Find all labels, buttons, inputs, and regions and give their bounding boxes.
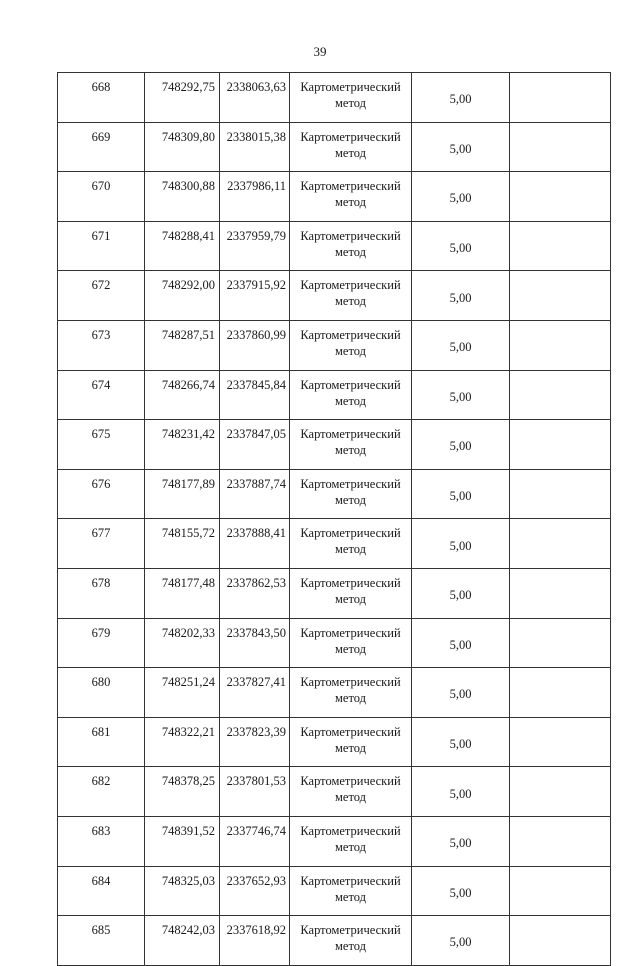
y-coordinate-cell: 2337847,05 (220, 420, 290, 470)
method-cell (290, 221, 412, 271)
x-coordinate-cell: 748391,52 (145, 816, 220, 866)
x-coordinate-cell: 748251,24 (145, 668, 220, 718)
method-line-2: метод (334, 393, 366, 408)
method-line-2: метод (334, 294, 366, 309)
note-cell (510, 320, 611, 370)
method-line-2: метод (334, 740, 366, 755)
note-cell (510, 172, 611, 222)
method-line-2: метод (334, 195, 366, 210)
table-row (58, 320, 611, 370)
x-coordinate-cell: 748300,88 (145, 172, 220, 222)
method-line-1: Картометрический (300, 427, 401, 442)
x-coordinate-cell: 748242,03 (145, 916, 220, 966)
point-number-cell: 669 (58, 122, 145, 172)
point-number-cell: 672 (58, 271, 145, 321)
method-line-1: Картометрический (300, 228, 401, 243)
point-number-cell: 673 (58, 320, 145, 370)
method-cell (290, 519, 412, 569)
x-coordinate-cell: 748266,74 (145, 370, 220, 420)
point-number-cell: 685 (58, 916, 145, 966)
y-coordinate-cell: 2337746,74 (220, 816, 290, 866)
error-cell: 5,00 (412, 568, 510, 618)
point-number-cell: 679 (58, 618, 145, 668)
method-line-1: Картометрический (300, 327, 401, 342)
method-line-2: метод (334, 492, 366, 507)
x-coordinate-cell: 748231,42 (145, 420, 220, 470)
method-line-2: метод (334, 939, 366, 954)
error-cell: 5,00 (412, 866, 510, 916)
y-coordinate-cell: 2337862,53 (220, 568, 290, 618)
note-cell (510, 469, 611, 519)
method-line-1: Картометрический (300, 774, 401, 789)
table-row (58, 568, 611, 618)
table-row (58, 122, 611, 172)
note-cell (510, 221, 611, 271)
table-row (58, 717, 611, 767)
table-row (58, 866, 611, 916)
method-line-1: Картометрический (300, 476, 401, 491)
method-line-1: Картометрический (300, 80, 401, 94)
table-row (58, 221, 611, 271)
y-coordinate-cell: 2337801,53 (220, 767, 290, 817)
table-row (58, 816, 611, 866)
x-coordinate-cell: 748177,48 (145, 568, 220, 618)
table-body (58, 73, 611, 966)
note-cell (510, 916, 611, 966)
y-coordinate-cell: 2337888,41 (220, 519, 290, 569)
table-row (58, 370, 611, 420)
method-cell (290, 866, 412, 916)
error-cell: 5,00 (412, 916, 510, 966)
note-cell (510, 519, 611, 569)
y-coordinate-cell: 2337959,79 (220, 221, 290, 271)
point-number-cell: 683 (58, 816, 145, 866)
x-coordinate-cell: 748155,72 (145, 519, 220, 569)
method-line-2: метод (334, 839, 366, 854)
method-cell (290, 767, 412, 817)
note-cell (510, 668, 611, 718)
method-cell (290, 420, 412, 470)
y-coordinate-cell: 2337986,11 (220, 172, 290, 222)
method-line-1: Картометрический (300, 823, 401, 838)
note-cell (510, 73, 611, 123)
x-coordinate-cell: 748309,80 (145, 122, 220, 172)
table-row (58, 172, 611, 222)
note-cell (510, 816, 611, 866)
error-cell: 5,00 (412, 420, 510, 470)
method-cell (290, 122, 412, 172)
method-cell (290, 320, 412, 370)
note-cell (510, 568, 611, 618)
table-row (58, 73, 611, 123)
method-cell (290, 469, 412, 519)
note-cell (510, 271, 611, 321)
error-cell: 5,00 (412, 767, 510, 817)
error-cell: 5,00 (412, 221, 510, 271)
method-line-1: Картометрический (300, 278, 401, 293)
method-line-1: Картометрический (300, 575, 401, 590)
method-line-2: метод (334, 889, 366, 904)
point-number-cell: 684 (58, 866, 145, 916)
method-line-1: Картометрический (300, 923, 401, 938)
method-line-2: метод (334, 691, 366, 706)
method-line-1: Картометрический (300, 129, 401, 144)
method-line-2: метод (334, 641, 366, 656)
table-row (58, 420, 611, 470)
method-line-2: метод (334, 443, 366, 458)
method-line-1: Картометрический (300, 377, 401, 392)
note-cell (510, 767, 611, 817)
point-number-cell: 677 (58, 519, 145, 569)
note-cell (510, 122, 611, 172)
y-coordinate-cell: 2337843,50 (220, 618, 290, 668)
point-number-cell: 680 (58, 668, 145, 718)
method-line-1: Картометрический (300, 873, 401, 888)
point-number-cell: 678 (58, 568, 145, 618)
error-cell: 5,00 (412, 370, 510, 420)
y-coordinate-cell: 2338063,63 (220, 73, 290, 123)
method-line-1: Картометрический (300, 675, 401, 690)
method-cell (290, 916, 412, 966)
x-coordinate-cell: 748202,33 (145, 618, 220, 668)
method-line-1: Картометрический (300, 724, 401, 739)
note-cell (510, 420, 611, 470)
table-row (58, 618, 611, 668)
method-line-1: Картометрический (300, 625, 401, 640)
y-coordinate-cell: 2337887,74 (220, 469, 290, 519)
method-cell (290, 73, 412, 123)
table-row (58, 668, 611, 718)
method-cell (290, 271, 412, 321)
point-number-cell: 682 (58, 767, 145, 817)
note-cell (510, 618, 611, 668)
y-coordinate-cell: 2337652,93 (220, 866, 290, 916)
y-coordinate-cell: 2337915,92 (220, 271, 290, 321)
x-coordinate-cell: 748177,89 (145, 469, 220, 519)
y-coordinate-cell: 2337827,41 (220, 668, 290, 718)
method-line-2: метод (334, 145, 366, 160)
method-cell (290, 172, 412, 222)
y-coordinate-cell: 2337845,84 (220, 370, 290, 420)
y-coordinate-cell: 2337860,99 (220, 320, 290, 370)
note-cell (510, 717, 611, 767)
error-cell: 5,00 (412, 717, 510, 767)
page-number: 39 (313, 44, 327, 59)
error-cell: 5,00 (412, 519, 510, 569)
method-line-1: Картометрический (300, 526, 401, 541)
point-number-cell: 671 (58, 221, 145, 271)
point-number-cell: 681 (58, 717, 145, 767)
method-cell (290, 668, 412, 718)
method-cell (290, 568, 412, 618)
error-cell: 5,00 (412, 816, 510, 866)
x-coordinate-cell: 748325,03 (145, 866, 220, 916)
method-line-2: метод (334, 244, 366, 259)
error-cell: 5,00 (412, 320, 510, 370)
y-coordinate-cell: 2337823,39 (220, 717, 290, 767)
x-coordinate-cell: 748322,21 (145, 717, 220, 767)
error-cell: 5,00 (412, 618, 510, 668)
point-number-cell: 668 (58, 73, 145, 123)
point-number-cell: 675 (58, 420, 145, 470)
table-row (58, 271, 611, 321)
x-coordinate-cell: 748287,51 (145, 320, 220, 370)
method-line-2: метод (334, 343, 366, 358)
method-line-2: метод (334, 96, 366, 110)
error-cell: 5,00 (412, 469, 510, 519)
method-line-2: метод (334, 790, 366, 805)
method-cell (290, 370, 412, 420)
error-cell: 5,00 (412, 172, 510, 222)
method-cell (290, 816, 412, 866)
method-line-2: метод (334, 591, 366, 606)
table-row (58, 767, 611, 817)
x-coordinate-cell: 748378,25 (145, 767, 220, 817)
error-cell: 5,00 (412, 271, 510, 321)
error-cell: 5,00 (412, 668, 510, 718)
y-coordinate-cell: 2337618,92 (220, 916, 290, 966)
y-coordinate-cell: 2338015,38 (220, 122, 290, 172)
table-row (58, 916, 611, 966)
coordinates-table (57, 72, 611, 966)
table-row (58, 519, 611, 569)
error-cell: 5,00 (412, 73, 510, 123)
note-cell (510, 370, 611, 420)
error-cell: 5,00 (412, 122, 510, 172)
point-number-cell: 674 (58, 370, 145, 420)
method-line-2: метод (334, 542, 366, 557)
point-number-cell: 670 (58, 172, 145, 222)
method-cell (290, 717, 412, 767)
table-row (58, 469, 611, 519)
method-cell (290, 618, 412, 668)
note-cell (510, 866, 611, 916)
method-line-1: Картометрический (300, 179, 401, 194)
x-coordinate-cell: 748292,75 (145, 73, 220, 123)
x-coordinate-cell: 748292,00 (145, 271, 220, 321)
point-number-cell: 676 (58, 469, 145, 519)
x-coordinate-cell: 748288,41 (145, 221, 220, 271)
